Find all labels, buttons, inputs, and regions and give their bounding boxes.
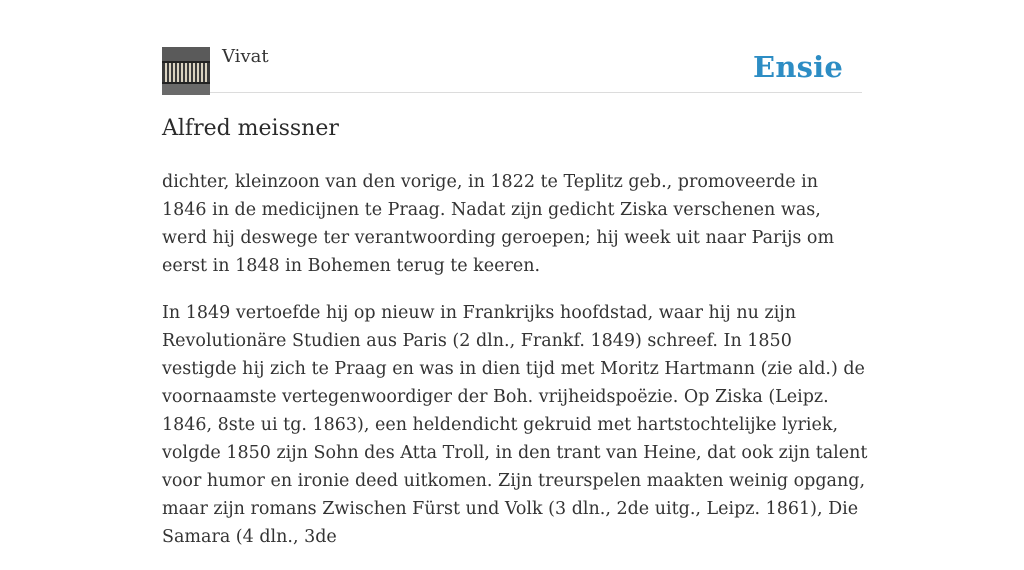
author-name[interactable]: Vivat (222, 46, 269, 67)
header (162, 0, 862, 93)
article-body (162, 168, 868, 570)
bookshelf-icon (162, 47, 210, 95)
author-avatar[interactable] (162, 47, 210, 95)
article-title: Alfred meissner (162, 116, 339, 141)
paragraph: dichter, kleinzoon van den vorige, in 1822 te Teplitz geb., promoveerde in 1846 in de medicijnen te Praag. Nadat zijn gedicht Ziska verschenen was, werd hij deswege ter verantwoording geroepen; hij week uit naar Parijs om eerst in 1848 in Bohemen terug te keeren. (162, 172, 835, 276)
brand-logo[interactable]: Ensie (753, 50, 843, 84)
paragraph: In 1849 vertoefde hij op nieuw in Frankrijks hoofdstad, waar hij nu zijn Revolutionäre Studien aus Paris (2 dln., Frankf. 1849) schreef. In 1850 vestigde hij zich te Praag en was in dien tijd met Moritz Hartmann (zie ald.) de voornaamste vertegenwoordiger der Boh. vrijheidspoëzie. Op Ziska (Leipz. 1846, 8ste ui tg. 1863), een heldendicht gekruid met hartstochtelijke lyriek, volgde 1850 zijn Sohn des Atta Troll, in den trant van Heine, dat ook zijn talent voor humor en ironie deed uitkomen. Zijn treurspelen maakten weinig opgang, maar zijn romans Zwischen Fürst und Volk (3 dln., 2de uitg., Leipz. 1861), Die Samara (4 dln., 3de (162, 303, 868, 547)
article-container (162, 0, 868, 547)
